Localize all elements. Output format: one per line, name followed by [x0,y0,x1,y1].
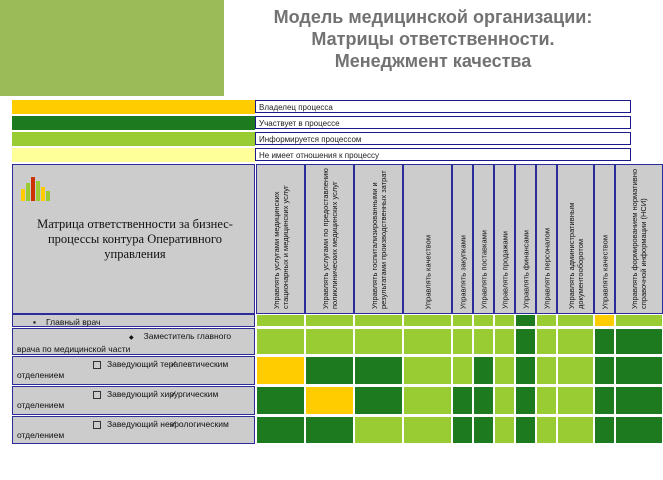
matrix-cell [494,328,515,355]
matrix-cell [452,386,473,415]
matrix-cell [515,416,536,444]
matrix-cell [494,416,515,444]
row-label [12,314,255,327]
matrix-cell [536,386,557,415]
row-label-text: Заведующий неврологическим отделением [17,419,229,440]
bullet-icon: ▪ [33,317,37,327]
column-header-label: Управлять персоналом [542,227,551,309]
matrix-cell [594,356,615,385]
row-label-text: Главный врач [46,317,101,327]
matrix-cell [403,386,452,415]
matrix-cell [494,356,515,385]
matrix-cell [256,416,305,444]
decorative-green-bar [0,0,224,96]
matrix-cell [473,356,494,385]
column-header [256,164,305,314]
column-header [557,164,594,314]
column-header [354,164,403,314]
matrix-cell [515,356,536,385]
matrix-cell [354,314,403,327]
slide-title [226,6,640,94]
legend-swatch [12,116,255,130]
column-header [452,164,473,314]
column-header-label: Управлять поставками [479,230,488,309]
matrix-cell [354,328,403,355]
diamond-bullet-icon: ◆ [129,335,134,341]
matrix-cell [305,314,354,327]
legend-row [12,148,632,162]
matrix-cell [473,328,494,355]
column-header-label: Управлять закупками [458,234,467,309]
matrix-title: Матрица ответственности за бизнес-процессы контура Оперативного управления [37,217,233,261]
matrix-cell [557,314,594,327]
matrix-cell [403,416,452,444]
legend-label: Не имеет отношения к процессу [255,148,631,161]
matrix-cell [615,314,663,327]
matrix-cell [515,314,536,327]
legend-swatch [12,100,255,114]
matrix-cell [615,356,663,385]
matrix-cell [354,356,403,385]
matrix-cell [256,314,305,327]
matrix-cell [473,416,494,444]
row-label [12,416,255,444]
column-header-label: Управлять продажами [500,231,509,309]
checkbox-icon [93,361,101,369]
matrix-cell [473,314,494,327]
matrix-cell [494,314,515,327]
matrix-cell [536,314,557,327]
matrix-cell [305,356,354,385]
matrix-cell [515,386,536,415]
matrix-cell [403,356,452,385]
matrix-header-cell [12,164,255,314]
column-header [615,164,663,314]
row-label [12,328,255,355]
checkbox-icon [93,421,101,429]
matrix-cell [536,416,557,444]
matrix-cell [256,328,305,355]
column-header [305,164,354,314]
matrix-cell [256,356,305,385]
row-label-text: Заместитель главного врача по медицинской части [17,331,232,354]
matrix-cell [256,386,305,415]
bars-logo-icon [21,171,51,201]
matrix-cell [557,416,594,444]
matrix-cell [452,356,473,385]
matrix-cell [536,328,557,355]
legend-row [12,116,632,130]
matrix-cell [452,328,473,355]
legend-swatch [12,148,255,162]
matrix-cell [305,386,354,415]
legend-swatch [12,132,255,146]
matrix-cell [494,386,515,415]
matrix-cell [473,386,494,415]
row-label [12,356,255,385]
responsibility-matrix [12,98,648,444]
column-header-label: Управлять госпитализированными и результатами производственных затрат [369,170,388,309]
column-header-label: Управлять качеством [600,234,609,309]
column-header [594,164,615,314]
matrix-cell [403,328,452,355]
column-header-label: Управлять финансами [521,230,530,309]
matrix-cell [594,416,615,444]
matrix-cell [557,386,594,415]
matrix-cell [594,328,615,355]
matrix-cell [557,328,594,355]
matrix-cell [615,416,663,444]
matrix-cell [615,386,663,415]
checkbox-icon [93,391,101,399]
matrix-cell [305,328,354,355]
column-header [515,164,536,314]
matrix-cell [403,314,452,327]
title-line-2: Матрицы ответственности. [311,29,555,49]
column-header [473,164,494,314]
column-header-label: Управлять качеством [423,234,432,309]
title-line-3: Менеджмент качества [334,51,532,71]
title-line-1: Модель медицинской организации: [273,7,593,27]
column-header [403,164,452,314]
matrix-cell [557,356,594,385]
column-header [494,164,515,314]
legend-row [12,132,632,146]
legend-label: Информируется процессом [255,132,631,145]
matrix-cell [594,386,615,415]
legend-label: Владелец процесса [255,100,631,113]
legend-row [12,100,632,114]
row-label [12,386,255,415]
matrix-cell [354,386,403,415]
matrix-cell [594,314,615,327]
column-header-label: Управлять административным документооборотом [566,202,585,309]
matrix-cell [354,416,403,444]
matrix-cell [536,356,557,385]
row-label-text: Заведующий терапевтическим отделением [17,359,229,380]
row-label-text: Заведующий хирургическим отделением [17,389,219,410]
matrix-cell [305,416,354,444]
matrix-cell [515,328,536,355]
column-header-label: Управлять услугами медицинских стационарных и медицинских услуг [271,185,290,309]
matrix-cell [452,416,473,444]
column-header-label: Управлять услугами по предоставлению поликлинических медицинских услуг [320,168,339,309]
matrix-cell [452,314,473,327]
column-header-label: Управлять формированием нормативно справочной информации (НСИ) [630,168,648,309]
column-header [536,164,557,314]
legend-label: Участвует в процессе [255,116,631,129]
matrix-cell [615,328,663,355]
